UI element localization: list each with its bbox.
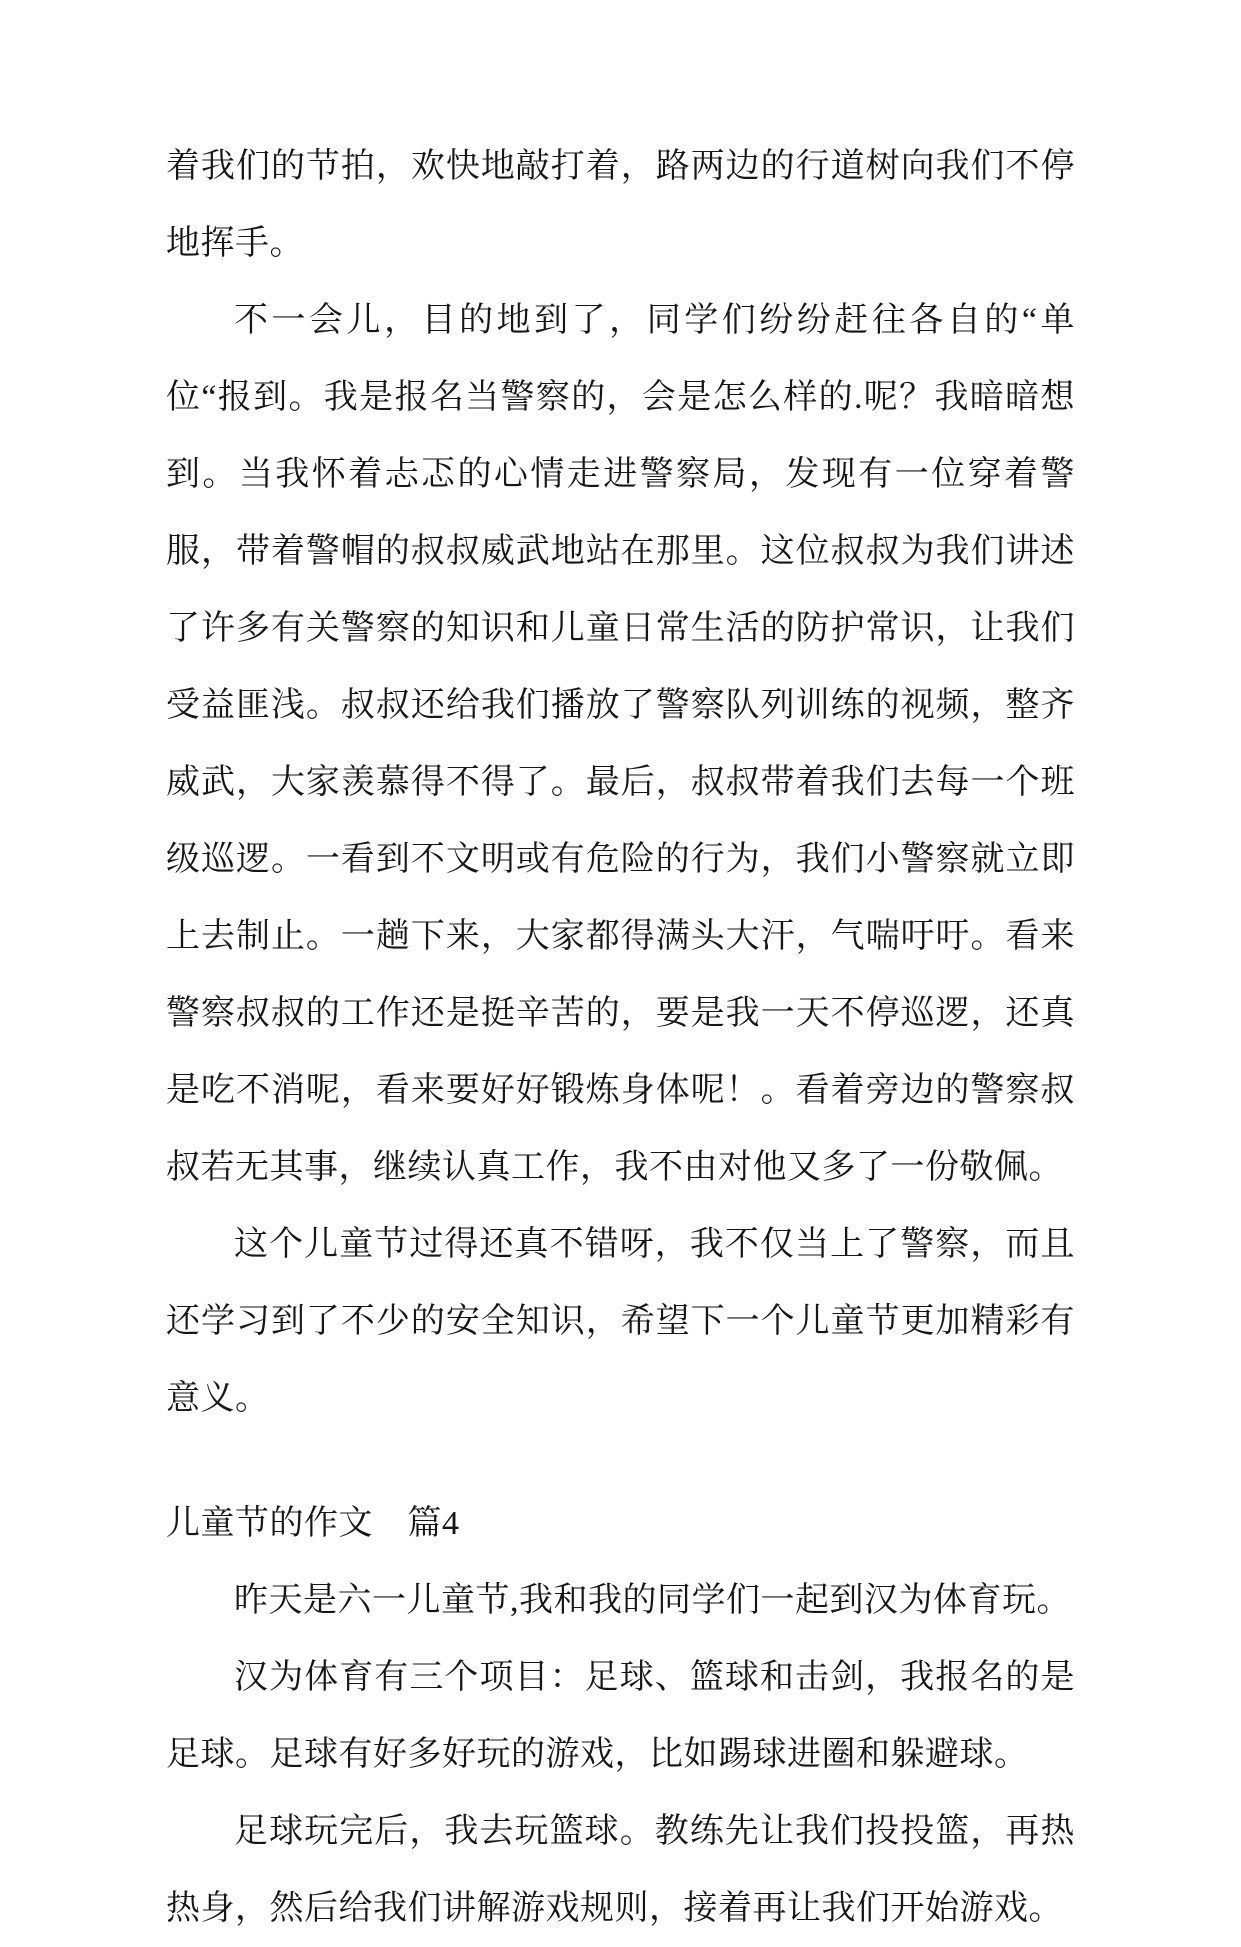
essay-section-heading: 儿童节的作文 篇4 bbox=[166, 1505, 460, 1542]
essay-paragraph: 汉为体育有三个项目：足球、篮球和击剑，我报名的是足球。足球有好多好玩的游戏，比如踢球进圈和躲避球。 bbox=[166, 1659, 1075, 1773]
essay-paragraph: 足球玩完后，我去玩篮球。教练先让我们投投篮，再热热身，然后给我们讲解游戏规则，接着再让我们开始游戏。 bbox=[166, 1813, 1075, 1927]
essay-paragraph: 昨天是六一儿童节,我和我的同学们一起到汉为体育玩。 bbox=[234, 1582, 1071, 1619]
essay-paragraph: 不一会儿，目的地到了，同学们纷纷赶往各自的“单位“报到。我是报名当警察的，会是怎么样的.呢？我暗暗想到。当我怀着忐忑的心情走进警察局，发现有一位穿着警服，带着警帽的叔叔威武地站在那里。这位叔叔为我们讲述了许多有关警察的知识和儿童日常生活的防护常识，让我们受益匪浅。叔叔还给我们播放了警察队列训练的视频，整齐威武，大家羡慕得不得了。最后，叔叔带着我们去每一个班级巡逻。一看到不文明或有危险的行为，我们小警察就立即上去制止。一趟下来，大家都得满头大汗，气喘吁吁。看来警察叔叔的工作还是挺辛苦的，要是我一天不停巡逻，还真是吃不消呢，看来要好好锻炼身体呢！。看着旁边的警察叔叔若无其事，继续认真工作，我不由对他又多了一份敬佩。 bbox=[166, 302, 1075, 1186]
essay-paragraph: 这个儿童节过得还真不错呀，我不仅当上了警察，而且还学习到了不少的安全知识，希望下一个儿童节更加精彩有意义。 bbox=[166, 1226, 1075, 1417]
essay-paragraph-continuation: 着我们的节拍，欢快地敲打着，路两边的行道树向我们不停地挥手。 bbox=[166, 148, 1075, 262]
